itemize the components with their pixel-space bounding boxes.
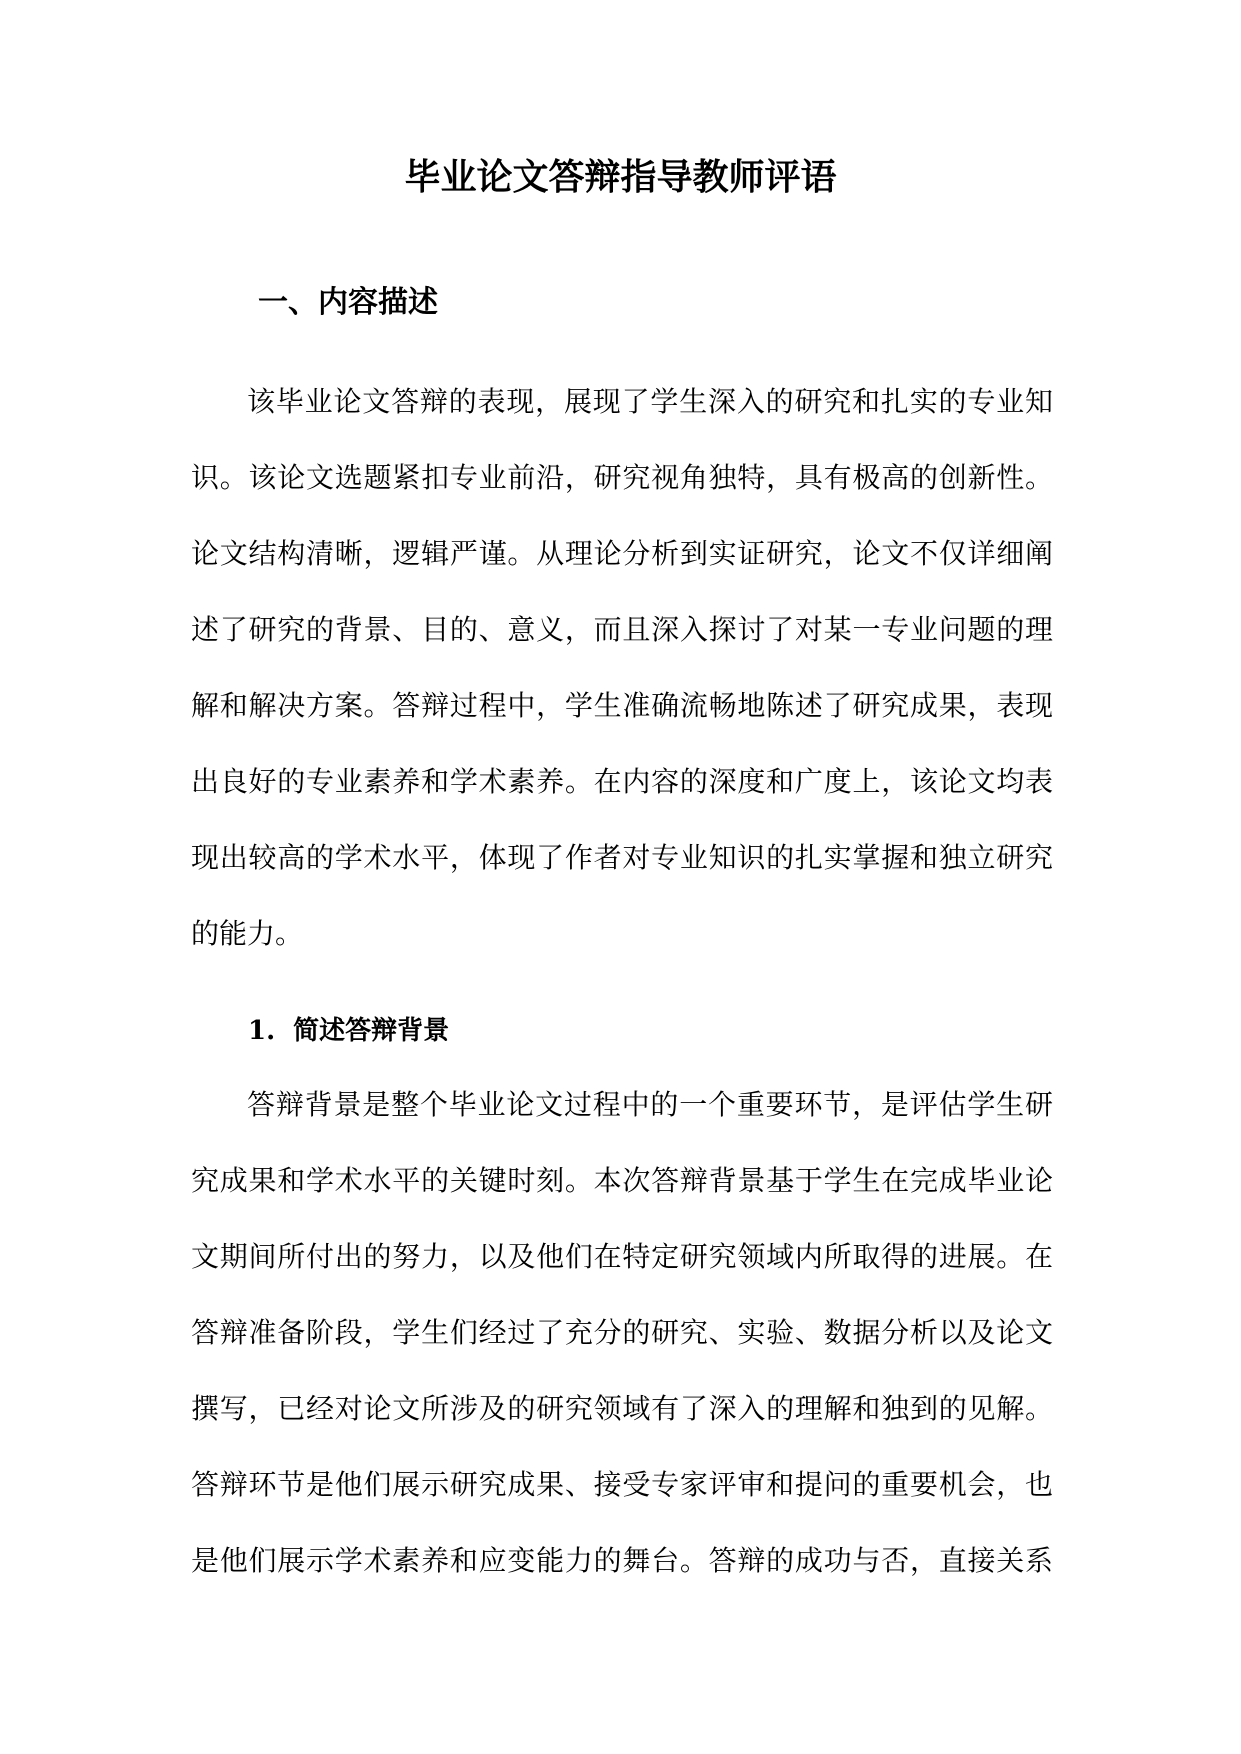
paragraph-line: 该毕业论文答辩的表现，展现了学生深入的研究和扎实的专业知 bbox=[247, 385, 1053, 418]
subsection-heading-defense-background bbox=[248, 1012, 449, 1050]
section-paragraph-content-description bbox=[191, 364, 1053, 972]
paragraph-line: 述了研究的背景、目的、意义，而且深入探讨了对某一专业问题的理 bbox=[191, 613, 1053, 646]
paragraph-line: 撰写，已经对论文所涉及的研究领域有了深入的理解和独到的见解。 bbox=[191, 1392, 1053, 1425]
paragraph-line: 答辩环节是他们展示研究成果、接受专家评审和提问的重要机会，也 bbox=[191, 1468, 1053, 1501]
paragraph-line: 答辩准备阶段，学生们经过了充分的研究、实验、数据分析以及论文 bbox=[191, 1316, 1053, 1349]
paragraph-line: 现出较高的学术水平，体现了作者对专业知识的扎实掌握和独立研究 bbox=[191, 841, 1053, 874]
paragraph-line: 文期间所付出的努力，以及他们在特定研究领域内所取得的进展。在 bbox=[191, 1240, 1053, 1273]
paragraph-line: 的能力。 bbox=[191, 917, 304, 950]
paragraph-line: 出良好的专业素养和学术素养。在内容的深度和广度上，该论文均表 bbox=[191, 765, 1053, 798]
paragraph-line: 答辩背景是整个毕业论文过程中的一个重要环节，是评估学生研 bbox=[247, 1088, 1053, 1121]
section-heading-content-description: 一、内容描述 bbox=[258, 285, 438, 320]
subsection-number: 1. bbox=[248, 1016, 276, 1046]
subsection-heading-text: 简述答辩背景 bbox=[293, 1016, 450, 1046]
document-title: 毕业论文答辩指导教师评语 bbox=[404, 156, 837, 198]
paragraph-line: 论文结构清晰，逻辑严谨。从理论分析到实证研究，论文不仅详细阐 bbox=[191, 537, 1053, 570]
paragraph-line: 是他们展示学术素养和应变能力的舞台。答辩的成功与否，直接关系 bbox=[191, 1544, 1053, 1577]
paragraph-line: 究成果和学术水平的关键时刻。本次答辩背景基于学生在完成毕业论 bbox=[191, 1164, 1053, 1197]
paragraph-line: 识。该论文选题紧扣专业前沿，研究视角独特，具有极高的创新性。 bbox=[191, 461, 1053, 494]
subsection-paragraph-defense-background bbox=[191, 1067, 1053, 1599]
paragraph-line: 解和解决方案。答辩过程中，学生准确流畅地陈述了研究成果，表现 bbox=[191, 689, 1053, 722]
